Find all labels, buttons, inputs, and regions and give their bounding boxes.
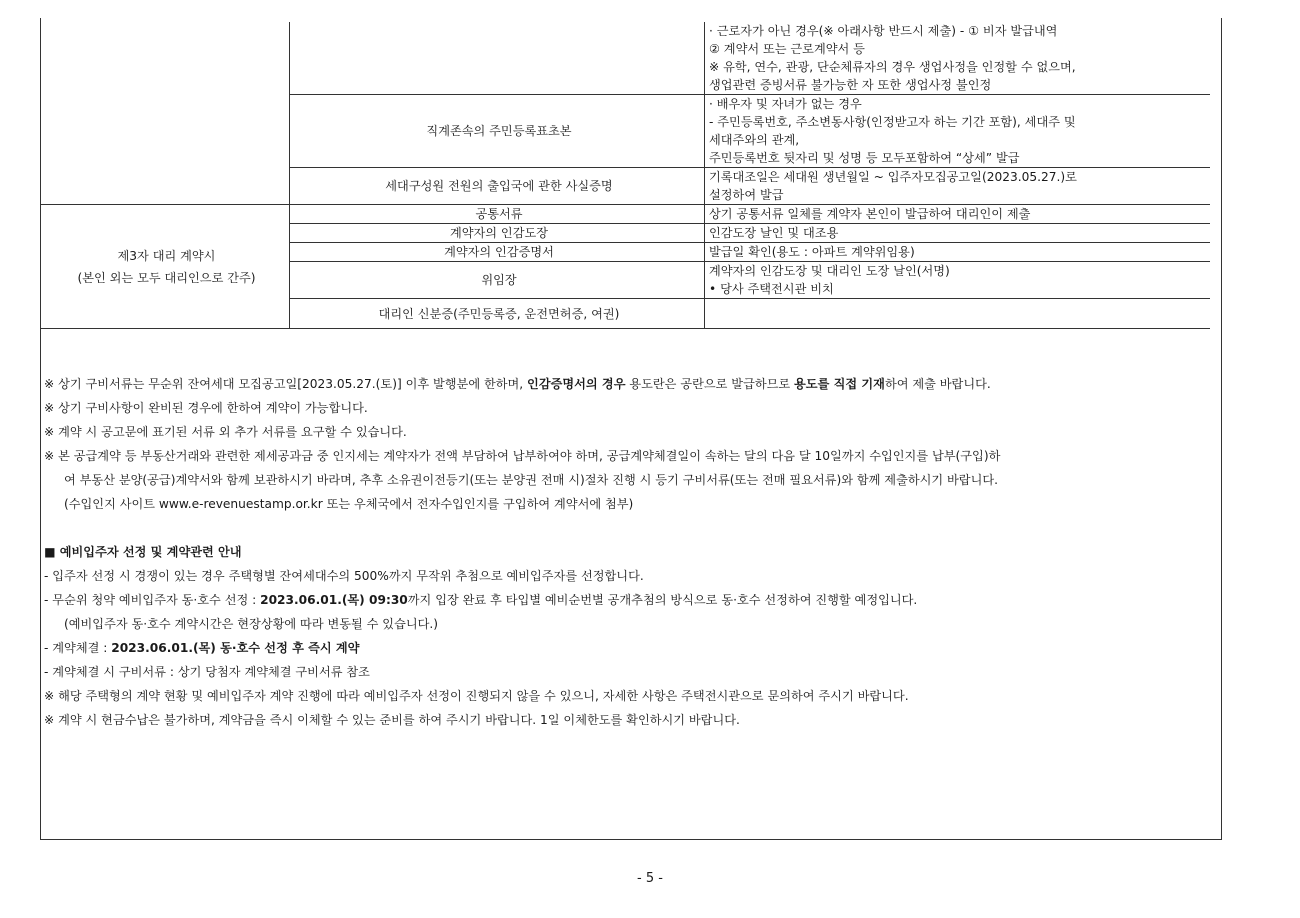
note-line: ※ 상기 구비사항이 완비된 경우에 한하여 계약이 가능합니다. (44, 401, 368, 415)
resident-note: · 배우자 및 자녀가 없는 경우 - 주민등록번호, 주소변동사항(인정받고자 하는 기간 포함), 세대주 및 세대주와의 관계, 주민등록번호 뒷자리 및 성명 등 모두포함하여 “상세” 발급 (705, 95, 1211, 168)
doc-name: 대리인 신분증(주민등록증, 운전면허증, 여권) (290, 299, 705, 329)
table-row (40, 95, 1210, 168)
doc-note: 발급일 확인(용도 : 아파트 계약위임용) (705, 243, 1211, 262)
note-line: - 무순위 청약 예비입주자 동·호수 선정 : 2023.06.01.(목) 09:30까지 입장 완료 후 타입별 예비순번별 공개추첨의 방식으로 동·호수 선정하여 진행할 예정입니다. (44, 593, 918, 607)
doc-note: 인감도장 날인 및 대조용 (705, 224, 1211, 243)
section-heading: ■ 예비입주자 선정 및 계약관련 안내 (44, 545, 242, 559)
doc-name: 직계존속의 주민등록표초본 (290, 95, 705, 168)
doc-name: 계약자의 인감도장 (290, 224, 705, 243)
non-worker-note: · 근로자가 아닌 경우(※ 아래사항 반드시 제출) - ① 비자 발급내역 ② 계약서 또는 근로계약서 등 ※ 유학, 연수, 관광, 단순체류자의 경우 생업사정을 인정할 수 없으며, 생업관련 증빙서류 불가능한 자 또한 생업사정 불인정 (705, 22, 1211, 95)
note-line: ※ 계약 시 공고문에 표기된 서류 외 추가 서류를 요구할 수 있습니다. (44, 425, 407, 439)
proxy-category: 제3자 대리 계약시 (본인 외는 모두 대리인으로 간주) (40, 205, 290, 329)
note-line: ※ 해당 주택형의 계약 현황 및 예비입주자 계약 진행에 따라 예비입주자 선정이 진행되지 않을 수 있으니, 자세한 사항은 주택전시관으로 문의하여 주시기 바랍니다. (44, 689, 909, 703)
note-line: ※ 본 공급계약 등 부동산거래와 관련한 제세공과금 중 인지세는 계약자가 전액 부담하여 납부하여야 하며, 공급계약체결일이 속하는 달의 다음 달 10일까지 수입인지를 납부(구입)하 (44, 449, 1001, 463)
doc-note (705, 299, 1211, 329)
doc-name: 공통서류 (290, 205, 705, 224)
doc-note: 계약자의 인감도장 및 대리인 도장 날인(서명) • 당사 주택전시관 비치 (705, 262, 1211, 299)
note-line: - 계약체결 : 2023.06.01.(목) 동·호수 선정 후 즉시 계약 (44, 641, 360, 655)
note-line: ※ 상기 구비서류는 무순위 잔여세대 모집공고일[2023.05.27.(토)] 이후 발행분에 한하며, 인감증명서의 경우 용도란은 공란으로 발급하므로 용도를 직접 기재하여 제출 바랍니다. (44, 377, 991, 391)
doc-name: 계약자의 인감증명서 (290, 243, 705, 262)
immigration-note: 기록대조일은 세대원 생년월일 ~ 입주자모집공고일(2023.05.27.)로 설정하여 발급 (705, 168, 1211, 205)
note-line: (예비입주자 동·호수 계약시간은 현장상황에 따라 변동될 수 있습니다.) (64, 617, 439, 631)
table-row (40, 168, 1210, 205)
note-line: ※ 계약 시 현금수납은 불가하며, 계약금을 즉시 이체할 수 있는 준비를 하여 주시기 바랍니다. 1일 이체한도를 확인하시기 바랍니다. (44, 713, 740, 727)
doc-name: 세대구성원 전원의 출입국에 관한 사실증명 (290, 168, 705, 205)
note-line: - 입주자 선정 시 경쟁이 있는 경우 주택형별 잔여세대수의 500%까지 무작위 추첨으로 예비입주자를 선정합니다. (44, 569, 644, 583)
required-documents-table (40, 22, 1210, 329)
doc-name: 위임장 (290, 262, 705, 299)
table-row (40, 205, 1210, 224)
note-line: (수입인지 사이트 www.e-revenuestamp.or.kr 또는 우체국에서 전자수입인지를 구입하여 계약서에 첨부) (64, 497, 634, 511)
page-number: - 5 - (637, 871, 663, 886)
doc-note: 상기 공통서류 일체를 계약자 본인이 발급하여 대리인이 제출 (705, 205, 1211, 224)
note-line: 여 부동산 분양(공급)계약서와 함께 보관하시기 바라며, 추후 소유권이전등기(또는 분양권 전매 시)절차 진행 시 등기 구비서류(또는 전매 필요서류)와 함께 제출하시기 바랍니다. (64, 473, 999, 487)
notes-section (44, 372, 1219, 732)
table-row (40, 22, 1210, 95)
note-line: - 계약체결 시 구비서류 : 상기 당첨자 계약체결 구비서류 참조 (44, 665, 370, 679)
